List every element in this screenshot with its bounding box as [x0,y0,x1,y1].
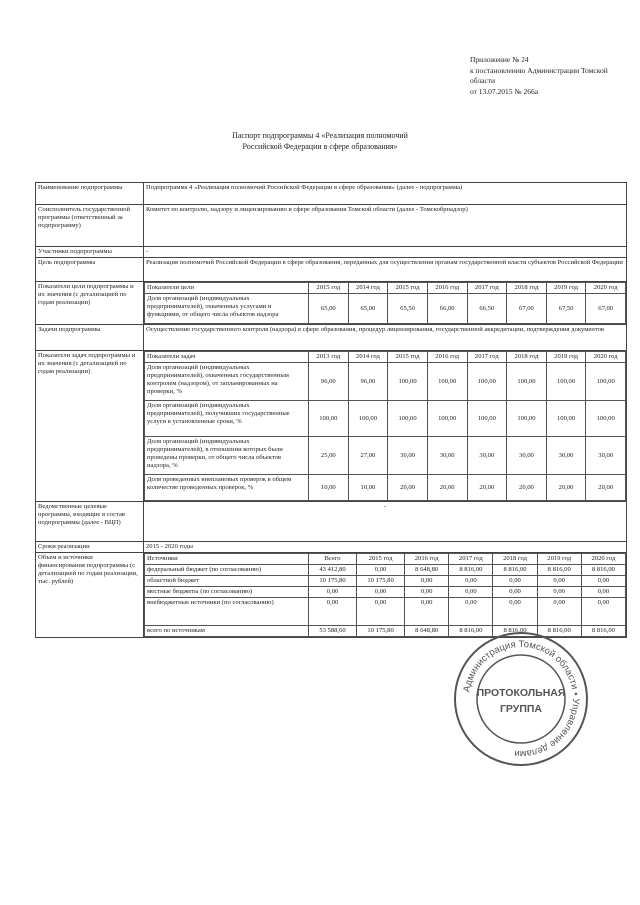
row-label: Участники подпрограммы [36,247,144,258]
amount-cell: 0,00 [493,576,537,587]
amount-cell: 0,00 [493,598,537,626]
row-label: Ведомственные целевые программы, входящие в состав подпрограммы (далее - ВЦП) [36,502,144,542]
amount-cell: 0,00 [357,598,405,626]
amount-cell: 0,00 [309,598,357,626]
row-name [36,183,627,205]
value-cell: 20,00 [467,475,507,501]
row-value: Комитет по контролю, надзору и лицензированию в сфере образования Томской области (далее - Томскобрнадзор) [144,205,627,247]
task-indicators-table [144,351,626,501]
value-cell: 66,50 [467,294,507,324]
finance-row [145,576,626,587]
amount-cell: 8 816,00 [493,626,537,637]
value-cell: 30,00 [586,437,626,475]
indicator-name: Доля организаций (индивидуальных предпринимателей), получивших государственные услуги в установленные сроки, % [145,401,309,437]
approval-header [470,55,635,97]
value-cell: 30,00 [546,437,586,475]
task-head: Показатели задач [145,352,309,363]
value-cell: 30,00 [388,437,428,475]
value-cell: 100,00 [427,401,467,437]
year-cell: 2018 год [507,352,547,363]
amount-cell: 0,00 [449,576,493,587]
row-value: 2015 - 2020 годы [144,542,627,553]
row-label: Цель подпрограммы [36,258,144,282]
amount-cell: 8 816,00 [537,626,581,637]
title-line: Паспорт подпрограммы 4 «Реализация полномочий [232,131,408,140]
task-row [145,363,626,401]
finance-row [145,587,626,598]
document-title [0,130,640,152]
row-goal [36,258,627,282]
amount-cell: 8 816,00 [449,565,493,576]
amount-cell: 0,00 [357,565,405,576]
row-label: Задачи подпрограммы [36,325,144,351]
value-cell: 67,00 [507,294,547,324]
amount-cell: 8 648,80 [405,626,449,637]
row-tasks [36,325,627,351]
goal-header-row [145,283,626,294]
value-cell: 100,00 [427,363,467,401]
source-name: всего по источникам [145,626,309,637]
stamp-ring-text: Администрация Томской области • Управление делами [461,638,582,760]
value-cell: 25,00 [309,437,349,475]
amount-cell: 0,00 [357,587,405,598]
finance-table [144,553,626,637]
amount-cell: 8 816,00 [537,565,581,576]
official-stamp [452,630,590,768]
goal-row [145,294,626,324]
source-name: федеральный бюджет (по согласованию) [145,565,309,576]
value-cell: 10,00 [348,475,388,501]
row-vcp [36,502,627,542]
value-cell: 65,50 [388,294,428,324]
finance-head: 2020 год [581,554,625,565]
value-cell: 67,00 [586,294,626,324]
value-cell: 20,00 [586,475,626,501]
indicator-name: Доля проведенных внеплановых проверок в общем количестве проведенных проверок, % [145,475,309,501]
task-header-row [145,352,626,363]
year-cell: 2015 год [388,283,428,294]
amount-cell: 0,00 [581,587,625,598]
year-cell: 2016 год [427,352,467,363]
row-value: Подпрограмма 4 «Реализация полномочий Российской Федерации в сфере образования» (далее - подпрограмма) [144,183,627,205]
row-task-indicators [36,351,627,502]
value-cell: 20,00 [546,475,586,501]
year-cell: 2017 год [467,283,507,294]
amount-cell: 8 816,00 [581,565,625,576]
stamp-inner-ring [477,655,565,743]
row-terms [36,542,627,553]
value-cell: 27,00 [348,437,388,475]
row-label: Сроки реализации [36,542,144,553]
source-name: местные бюджеты (по согласованию) [145,587,309,598]
row-value: - [144,502,627,542]
value-cell: 20,00 [388,475,428,501]
value-cell: 96,00 [348,363,388,401]
amount-cell: 8 648,80 [405,565,449,576]
indicator-name: Доля организаций (индивидуальных предпринимателей), охваченных услугами и функциями, от общего числа объектов надзора [145,294,309,324]
amount-cell: 0,00 [581,598,625,626]
amount-cell: 0,00 [537,576,581,587]
value-cell: 100,00 [586,363,626,401]
year-cell: 2019 год [546,352,586,363]
year-cell: 2019 год [546,283,586,294]
value-cell: 100,00 [507,401,547,437]
amount-cell: 10 175,80 [309,576,357,587]
value-cell: 100,00 [586,401,626,437]
year-cell: 2013 год [309,352,349,363]
passport-table [35,182,627,638]
value-cell: 20,00 [427,475,467,501]
finance-header-row [145,554,626,565]
amount-cell: 0,00 [405,576,449,587]
value-cell: 100,00 [467,401,507,437]
header-line: Приложение № 24 [470,55,529,64]
title-line: Российской Федерации в сфере образования» [242,142,398,151]
value-cell: 66,00 [427,294,467,324]
year-cell: 2016 год [427,283,467,294]
finance-head: 2015 год [357,554,405,565]
year-cell: 2014 год [348,283,388,294]
amount-cell: 53 588,60 [309,626,357,637]
row-label: Соисполнитель государственной программы (ответственный за подпрограмму) [36,205,144,247]
goal-indicators-table [144,282,626,324]
indicator-name: Доля организаций (индивидуальных предпринимателей), охваченных государственным контролем (надзором), от запланированных на проверки, % [145,363,309,401]
row-value: Реализация полномочий Российской Федерации в сфере образования, переданных для осуществления органам государственной власти субъектов Российской Федерации [144,258,627,282]
row-participants [36,247,627,258]
amount-cell: 0,00 [405,587,449,598]
header-line: от 13.07.2015 № 266а [470,86,539,96]
row-label: Объем и источники финансирования подпрограммы (с детализацией по годам реализации, тыс. рублей) [36,553,144,638]
row-value: - [144,247,627,258]
year-cell: 2014 год [348,352,388,363]
amount-cell: 0,00 [493,587,537,598]
year-cell: 2018 год [507,283,547,294]
year-cell: 2015 год [309,283,349,294]
indicator-name: Доля организаций (индивидуальных предпринимателей), в отношении которых были проведены проверки, от общего числа объектов надзора, % [145,437,309,475]
amount-cell: 10 175,80 [357,626,405,637]
value-cell: 100,00 [309,401,349,437]
value-cell: 100,00 [546,363,586,401]
row-finance [36,553,627,638]
finance-head: 2019 год [537,554,581,565]
year-cell: 2017 год [467,352,507,363]
stamp-line: ГРУППА [499,703,543,715]
amount-cell: 8 816,00 [493,565,537,576]
value-cell: 100,00 [507,363,547,401]
finance-head: Источники [145,554,309,565]
value-cell: 20,00 [507,475,547,501]
year-cell: 2015 год [388,352,428,363]
row-label: Наименование подпрограммы [36,183,144,205]
value-cell: 100,00 [546,401,586,437]
finance-head: Всего [309,554,357,565]
amount-cell: 8 816,00 [581,626,625,637]
source-name: внебюджетные источники (по согласованию) [145,598,309,626]
value-cell: 100,00 [348,401,388,437]
finance-row [145,598,626,626]
value-cell: 10,00 [309,475,349,501]
amount-cell: 0,00 [449,587,493,598]
year-cell: 2020 год [586,352,626,363]
row-coexec [36,205,627,247]
amount-cell: 43 412,80 [309,565,357,576]
value-cell: 100,00 [467,363,507,401]
amount-cell: 0,00 [405,598,449,626]
value-cell: 30,00 [427,437,467,475]
amount-cell: 10 175,80 [357,576,405,587]
amount-cell: 0,00 [581,576,625,587]
amount-cell: 8 816,00 [449,626,493,637]
row-value: Осуществление государственного контроля (надзора) в сфере образования, процедур лицензирования, государственной аккредитации, подтверждения документов [144,325,627,351]
task-row [145,475,626,501]
stamp-line: ПРОТОКОЛЬНАЯ [476,687,566,699]
row-goal-indicators [36,282,627,325]
row-label: Показатели задач подпрограммы и их значения (с детализацией по годам реализации) [36,351,144,502]
value-cell: 30,00 [467,437,507,475]
task-row [145,437,626,475]
finance-head: 2016 год [405,554,449,565]
finance-head: 2018 год [493,554,537,565]
stamp-outer-ring [455,633,587,765]
finance-head: 2017 год [449,554,493,565]
value-cell: 100,00 [388,401,428,437]
value-cell: 67,50 [546,294,586,324]
year-cell: 2020 год [586,283,626,294]
amount-cell: 0,00 [449,598,493,626]
amount-cell: 0,00 [537,598,581,626]
value-cell: 65,00 [309,294,349,324]
amount-cell: 0,00 [309,587,357,598]
value-cell: 30,00 [507,437,547,475]
value-cell: 96,00 [309,363,349,401]
task-row [145,401,626,437]
source-name: областной бюджет [145,576,309,587]
goal-head: Показатели цели [145,283,309,294]
value-cell: 65,00 [348,294,388,324]
row-label: Показатели цели подпрограммы и их значения (с детализацией по годам реализации) [36,282,144,325]
value-cell: 100,00 [388,363,428,401]
finance-row [145,565,626,576]
header-line: области [470,76,496,85]
header-line: к постановлению Администрации Томской [470,65,608,75]
amount-cell: 0,00 [537,587,581,598]
